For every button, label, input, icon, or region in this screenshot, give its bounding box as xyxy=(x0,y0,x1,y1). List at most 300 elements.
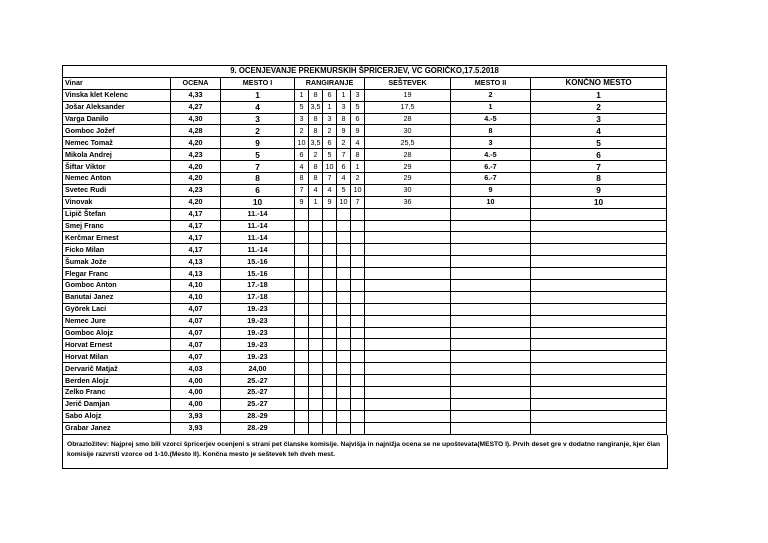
cell-ocena: 4,03 xyxy=(171,363,221,375)
cell-vinar: Horvat Ernest xyxy=(63,339,171,351)
cell-mesto2 xyxy=(451,208,531,220)
cell-koncno xyxy=(531,208,667,220)
cell-vinar: Gomboc Anton xyxy=(63,280,171,292)
cell-ocena: 4,30 xyxy=(171,113,221,125)
cell-ocena: 4,27 xyxy=(171,101,221,113)
cell-ocena: 4,07 xyxy=(171,351,221,363)
cell-koncno: 10 xyxy=(531,196,667,208)
cell-vinar: Jerič Damjan xyxy=(63,398,171,410)
table-row xyxy=(63,208,667,220)
cell-vinar: Šiftar Viktor xyxy=(63,161,171,173)
cell-ocena: 4,23 xyxy=(171,149,221,161)
cell-rank-1 xyxy=(295,232,309,244)
cell-rank-4 xyxy=(337,327,351,339)
cell-rank-5: 2 xyxy=(351,173,365,185)
cell-rank-3 xyxy=(323,351,337,363)
cell-koncno: 5 xyxy=(531,137,667,149)
cell-rank-2: 3,5 xyxy=(310,102,321,112)
cell-mesto1: 24,00 xyxy=(221,363,295,375)
cell-rank-5: 10 xyxy=(351,184,365,196)
cell-vinar: Jošar Aleksander xyxy=(63,101,171,113)
cell-mesto1: 17.-18 xyxy=(221,291,295,303)
cell-sestevek xyxy=(365,422,451,434)
cell-sestevek xyxy=(365,244,451,256)
cell-vinar: Vinovak xyxy=(63,196,171,208)
cell-mesto1: 19.-23 xyxy=(221,327,295,339)
cell-mesto2 xyxy=(451,280,531,292)
cell-koncno: 2 xyxy=(531,101,667,113)
cell-mesto2 xyxy=(451,232,531,244)
cell-vinar: Sabo Alojz xyxy=(63,410,171,422)
cell-rank-4 xyxy=(337,410,351,422)
cell-mesto2 xyxy=(451,410,531,422)
cell-mesto2: 3 xyxy=(451,137,531,149)
cell-vinar: Berden Alojz xyxy=(63,375,171,387)
cell-rank-4 xyxy=(337,339,351,351)
cell-koncno xyxy=(531,220,667,232)
cell-rank-4: 3 xyxy=(337,101,351,113)
cell-mesto1: 25.-27 xyxy=(221,398,295,410)
cell-rank-1 xyxy=(295,375,309,387)
cell-mesto1: 17.-18 xyxy=(221,280,295,292)
cell-rank-3 xyxy=(323,280,337,292)
cell-rank-1: 10 xyxy=(295,137,309,149)
cell-vinar: Šumak Jože xyxy=(63,256,171,268)
cell-vinar: Nemec Tomaž xyxy=(63,137,171,149)
cell-rank-5 xyxy=(351,256,365,268)
table-row xyxy=(63,232,667,244)
cell-mesto2 xyxy=(451,291,531,303)
cell-rank-3 xyxy=(323,422,337,434)
cell-mesto1: 5 xyxy=(221,149,295,161)
table-row xyxy=(63,184,667,196)
cell-rank-2 xyxy=(309,232,323,244)
cell-mesto2: 4.-5 xyxy=(451,149,531,161)
cell-rank-5: 3 xyxy=(351,89,365,101)
cell-rank-3: 5 xyxy=(323,149,337,161)
cell-rank-2 xyxy=(309,398,323,410)
cell-mesto1: 10 xyxy=(221,196,295,208)
cell-mesto1: 19.-23 xyxy=(221,315,295,327)
cell-rank-5: 8 xyxy=(351,149,365,161)
cell-mesto1: 6 xyxy=(221,184,295,196)
cell-sestevek xyxy=(365,315,451,327)
table-row xyxy=(63,101,667,113)
cell-rank-3 xyxy=(323,327,337,339)
cell-ocena: 4,33 xyxy=(171,89,221,101)
cell-sestevek: 17,5 xyxy=(365,101,451,113)
cell-mesto2: 9 xyxy=(451,184,531,196)
cell-vinar: Kerčmar Ernest xyxy=(63,232,171,244)
cell-rank-5 xyxy=(351,351,365,363)
table-row xyxy=(63,280,667,292)
cell-rank-4 xyxy=(337,398,351,410)
cell-rank-2 xyxy=(309,339,323,351)
cell-mesto1: 8 xyxy=(221,173,295,185)
table-row xyxy=(63,173,667,185)
cell-rank-4: 8 xyxy=(337,113,351,125)
cell-rank-3 xyxy=(323,256,337,268)
cell-rank-5: 5 xyxy=(351,101,365,113)
cell-mesto1: 19.-23 xyxy=(221,339,295,351)
cell-rank-2: 4 xyxy=(309,184,323,196)
cell-rank-4: 2 xyxy=(337,137,351,149)
header-sestevek: SEŠTEVEK xyxy=(365,77,451,89)
cell-mesto1: 1 xyxy=(221,89,295,101)
cell-rank-4: 5 xyxy=(337,184,351,196)
cell-sestevek xyxy=(365,268,451,280)
cell-mesto1: 15.-16 xyxy=(221,268,295,280)
cell-rank-4 xyxy=(337,375,351,387)
table-row xyxy=(63,113,667,125)
cell-mesto2 xyxy=(451,220,531,232)
cell-rank-4: 7 xyxy=(337,149,351,161)
table-row xyxy=(63,398,667,410)
cell-rank-3 xyxy=(323,268,337,280)
cell-rank-1 xyxy=(295,422,309,434)
cell-rank-2: 8 xyxy=(309,89,323,101)
header-vinar: Vinar xyxy=(63,77,171,89)
table-row xyxy=(63,137,667,149)
cell-rank-5 xyxy=(351,280,365,292)
cell-rank-2 xyxy=(309,387,323,399)
cell-koncno xyxy=(531,398,667,410)
cell-ocena: 4,23 xyxy=(171,184,221,196)
cell-ocena: 4,28 xyxy=(171,125,221,137)
table-row xyxy=(63,339,667,351)
cell-rank-4 xyxy=(337,422,351,434)
cell-rank-5 xyxy=(351,410,365,422)
cell-rank-1 xyxy=(295,315,309,327)
cell-ocena: 4,13 xyxy=(171,268,221,280)
cell-ocena: 4,07 xyxy=(171,315,221,327)
cell-rank-1 xyxy=(295,220,309,232)
cell-ocena: 4,17 xyxy=(171,220,221,232)
cell-rank-4: 6 xyxy=(337,161,351,173)
cell-koncno xyxy=(531,351,667,363)
cell-koncno xyxy=(531,315,667,327)
cell-rank-2 xyxy=(309,280,323,292)
cell-vinar: Flegar Franc xyxy=(63,268,171,280)
cell-rank-1: 5 xyxy=(295,101,309,113)
table-row xyxy=(63,291,667,303)
cell-rank-2: 8 xyxy=(309,173,323,185)
cell-rank-3 xyxy=(323,398,337,410)
cell-ocena: 4,10 xyxy=(171,280,221,292)
results-sheet xyxy=(62,65,666,469)
table-row xyxy=(63,375,667,387)
cell-sestevek: 19 xyxy=(365,89,451,101)
cell-rank-4 xyxy=(337,315,351,327)
cell-ocena: 4,07 xyxy=(171,303,221,315)
cell-rank-2: 3,5 xyxy=(310,137,321,147)
cell-vinar: Mikola Andrej xyxy=(63,149,171,161)
cell-koncno xyxy=(531,256,667,268)
cell-ocena: 4,20 xyxy=(171,161,221,173)
cell-rank-1: 8 xyxy=(295,173,309,185)
cell-koncno xyxy=(531,232,667,244)
cell-koncno xyxy=(531,303,667,315)
explanation-note: Obrazložitev: Najprej smo bili vzorci špricerjev ocenjeni s strani pet članske komisije. Najvišja in najnižja ocena se ne upoštevata(MESTO I). Prvih deset gre v dodatno rangiranje, kjer član komisije razvrsti vzorce od 1-10.(Mesto II). Končna mesto je seštevek teh dveh mest. xyxy=(62,435,668,469)
cell-vinar: Zelko Franc xyxy=(63,387,171,399)
table-row xyxy=(63,351,667,363)
cell-rank-3 xyxy=(323,232,337,244)
table-title: 9. OCENJEVANJE PREKMURSKIH ŠPRICERJEV, VC GORIČKO,17.5.2018 xyxy=(63,66,667,78)
cell-mesto1: 3 xyxy=(221,113,295,125)
cell-rank-4 xyxy=(337,303,351,315)
cell-koncno xyxy=(531,387,667,399)
cell-rank-1: 4 xyxy=(295,161,309,173)
cell-koncno: 6 xyxy=(531,149,667,161)
cell-rank-4: 10 xyxy=(337,196,351,208)
cell-koncno: 8 xyxy=(531,173,667,185)
cell-rank-3: 10 xyxy=(323,161,337,173)
table-row xyxy=(63,244,667,256)
cell-koncno: 3 xyxy=(531,113,667,125)
cell-vinar: Ficko Milan xyxy=(63,244,171,256)
cell-ocena: 4,17 xyxy=(171,244,221,256)
cell-mesto1: 4 xyxy=(221,101,295,113)
cell-rank-3: 1 xyxy=(323,101,337,113)
cell-mesto2: 8 xyxy=(451,125,531,137)
cell-rank-3 xyxy=(323,291,337,303)
cell-koncno xyxy=(531,327,667,339)
cell-mesto2 xyxy=(451,303,531,315)
cell-rank-2 xyxy=(309,303,323,315)
cell-rank-1 xyxy=(295,268,309,280)
cell-mesto2 xyxy=(451,327,531,339)
cell-rank-5 xyxy=(351,375,365,387)
header-rangiranje: RANGIRANJE xyxy=(295,77,365,89)
cell-rank-3: 7 xyxy=(323,173,337,185)
cell-mesto1: 7 xyxy=(221,161,295,173)
cell-vinar: Smej Franc xyxy=(63,220,171,232)
cell-ocena: 4,20 xyxy=(171,173,221,185)
cell-rank-3 xyxy=(323,220,337,232)
cell-mesto2: 1 xyxy=(451,101,531,113)
cell-rank-3 xyxy=(323,363,337,375)
cell-mesto1: 11.-14 xyxy=(221,232,295,244)
cell-vinar: Lipič Štefan xyxy=(63,208,171,220)
cell-rank-5 xyxy=(351,339,365,351)
header-mesto2: MESTO II xyxy=(451,77,531,89)
cell-rank-2 xyxy=(309,351,323,363)
cell-rank-1 xyxy=(295,256,309,268)
cell-sestevek xyxy=(365,303,451,315)
cell-mesto2 xyxy=(451,315,531,327)
cell-mesto1: 28.-29 xyxy=(221,422,295,434)
table-row xyxy=(63,363,667,375)
cell-rank-1: 3 xyxy=(295,113,309,125)
cell-rank-1: 1 xyxy=(295,89,309,101)
cell-mesto2: 6.-7 xyxy=(451,161,531,173)
cell-rank-5 xyxy=(351,387,365,399)
cell-sestevek xyxy=(365,398,451,410)
cell-mesto2 xyxy=(451,244,531,256)
cell-sestevek xyxy=(365,387,451,399)
cell-rank-5 xyxy=(351,315,365,327)
cell-vinar: Györek Laci xyxy=(63,303,171,315)
cell-mesto2 xyxy=(451,268,531,280)
cell-vinar: Svetec Rudi xyxy=(63,184,171,196)
cell-ocena: 4,07 xyxy=(171,339,221,351)
cell-ocena: 4,17 xyxy=(171,208,221,220)
table-row xyxy=(63,256,667,268)
cell-mesto2 xyxy=(451,398,531,410)
cell-sestevek xyxy=(365,351,451,363)
cell-sestevek: 36 xyxy=(365,196,451,208)
cell-ocena: 4,07 xyxy=(171,327,221,339)
table-row xyxy=(63,220,667,232)
cell-ocena: 4,10 xyxy=(171,291,221,303)
cell-sestevek: 28 xyxy=(365,149,451,161)
cell-vinar: Gomboc Alojz xyxy=(63,327,171,339)
header-ocena: OCENA xyxy=(171,77,221,89)
cell-mesto2: 2 xyxy=(451,89,531,101)
cell-mesto2 xyxy=(451,256,531,268)
cell-mesto1: 2 xyxy=(221,125,295,137)
cell-rank-1: 9 xyxy=(295,196,309,208)
cell-mesto1: 15.-16 xyxy=(221,256,295,268)
cell-rank-5: 1 xyxy=(351,161,365,173)
cell-mesto2: 4.-5 xyxy=(451,113,531,125)
cell-rank-4: 1 xyxy=(337,89,351,101)
cell-vinar: Vinska klet Kelenc xyxy=(63,89,171,101)
cell-rank-4 xyxy=(337,351,351,363)
cell-rank-5 xyxy=(351,398,365,410)
cell-koncno xyxy=(531,422,667,434)
cell-mesto1: 19.-23 xyxy=(221,303,295,315)
cell-mesto1: 25.-27 xyxy=(221,387,295,399)
table-row xyxy=(63,410,667,422)
cell-rank-5 xyxy=(351,327,365,339)
cell-rank-2 xyxy=(309,220,323,232)
cell-koncno xyxy=(531,339,667,351)
cell-rank-3: 3 xyxy=(323,113,337,125)
table-row xyxy=(63,303,667,315)
table-row xyxy=(63,315,667,327)
table-row xyxy=(63,327,667,339)
cell-rank-2 xyxy=(309,375,323,387)
cell-rank-5 xyxy=(351,208,365,220)
cell-rank-1 xyxy=(295,387,309,399)
cell-rank-3: 9 xyxy=(323,196,337,208)
header-row xyxy=(63,77,667,89)
cell-rank-1: 7 xyxy=(295,184,309,196)
cell-koncno: 1 xyxy=(531,89,667,101)
cell-vinar: Nemec Anton xyxy=(63,173,171,185)
cell-rank-2 xyxy=(309,244,323,256)
cell-mesto1: 25.-27 xyxy=(221,375,295,387)
cell-rank-1: 6 xyxy=(295,149,309,161)
cell-sestevek xyxy=(365,327,451,339)
cell-rank-2 xyxy=(309,410,323,422)
cell-rank-5 xyxy=(351,363,365,375)
cell-ocena: 4,17 xyxy=(171,232,221,244)
cell-rank-5 xyxy=(351,220,365,232)
cell-ocena: 4,13 xyxy=(171,256,221,268)
cell-rank-1 xyxy=(295,303,309,315)
header-koncno: KONČNO MESTO xyxy=(531,77,667,89)
cell-rank-1 xyxy=(295,327,309,339)
cell-mesto2: 6.-7 xyxy=(451,173,531,185)
cell-rank-3: 2 xyxy=(323,125,337,137)
cell-rank-4 xyxy=(337,244,351,256)
cell-koncno xyxy=(531,410,667,422)
cell-rank-2 xyxy=(309,268,323,280)
table-row xyxy=(63,161,667,173)
cell-mesto2 xyxy=(451,339,531,351)
cell-rank-4 xyxy=(337,387,351,399)
cell-rank-4: 4 xyxy=(337,173,351,185)
cell-rank-4: 9 xyxy=(337,125,351,137)
cell-vinar: Grabar Janez xyxy=(63,422,171,434)
cell-vinar: Banutai Janez xyxy=(63,291,171,303)
cell-rank-1: 2 xyxy=(295,125,309,137)
cell-rank-1 xyxy=(295,410,309,422)
cell-vinar: Horvat Milan xyxy=(63,351,171,363)
cell-sestevek xyxy=(365,208,451,220)
cell-ocena: 4,00 xyxy=(171,387,221,399)
cell-rank-2: 8 xyxy=(309,125,323,137)
cell-rank-2 xyxy=(309,315,323,327)
cell-mesto1: 19.-23 xyxy=(221,351,295,363)
cell-rank-1 xyxy=(295,291,309,303)
cell-rank-3 xyxy=(323,303,337,315)
cell-sestevek: 29 xyxy=(365,161,451,173)
cell-sestevek xyxy=(365,410,451,422)
cell-mesto1: 11.-14 xyxy=(221,220,295,232)
cell-mesto2 xyxy=(451,351,531,363)
cell-mesto2 xyxy=(451,363,531,375)
table-row xyxy=(63,268,667,280)
cell-rank-5 xyxy=(351,303,365,315)
cell-koncno: 9 xyxy=(531,184,667,196)
cell-sestevek: 29 xyxy=(365,173,451,185)
cell-sestevek xyxy=(365,220,451,232)
cell-rank-3 xyxy=(323,375,337,387)
cell-rank-5 xyxy=(351,232,365,244)
cell-mesto2 xyxy=(451,387,531,399)
cell-rank-2 xyxy=(309,327,323,339)
cell-rank-4 xyxy=(337,232,351,244)
cell-rank-3 xyxy=(323,387,337,399)
cell-rank-5: 6 xyxy=(351,113,365,125)
cell-rank-2: 1 xyxy=(309,196,323,208)
cell-sestevek: 28 xyxy=(365,113,451,125)
cell-rank-2 xyxy=(309,422,323,434)
cell-rank-1 xyxy=(295,208,309,220)
cell-koncno: 4 xyxy=(531,125,667,137)
cell-mesto1: 9 xyxy=(221,137,295,149)
cell-rank-2 xyxy=(309,363,323,375)
cell-mesto2 xyxy=(451,422,531,434)
cell-rank-1 xyxy=(295,351,309,363)
cell-rank-3 xyxy=(323,339,337,351)
cell-mesto1: 11.-14 xyxy=(221,208,295,220)
cell-rank-3 xyxy=(323,410,337,422)
cell-rank-3: 4 xyxy=(323,184,337,196)
cell-rank-5: 7 xyxy=(351,196,365,208)
cell-rank-2 xyxy=(309,208,323,220)
cell-ocena: 4,20 xyxy=(171,137,221,149)
cell-koncno xyxy=(531,291,667,303)
cell-rank-2: 2 xyxy=(309,149,323,161)
cell-rank-5 xyxy=(351,244,365,256)
cell-koncno: 7 xyxy=(531,161,667,173)
cell-sestevek xyxy=(365,291,451,303)
table-row xyxy=(63,125,667,137)
